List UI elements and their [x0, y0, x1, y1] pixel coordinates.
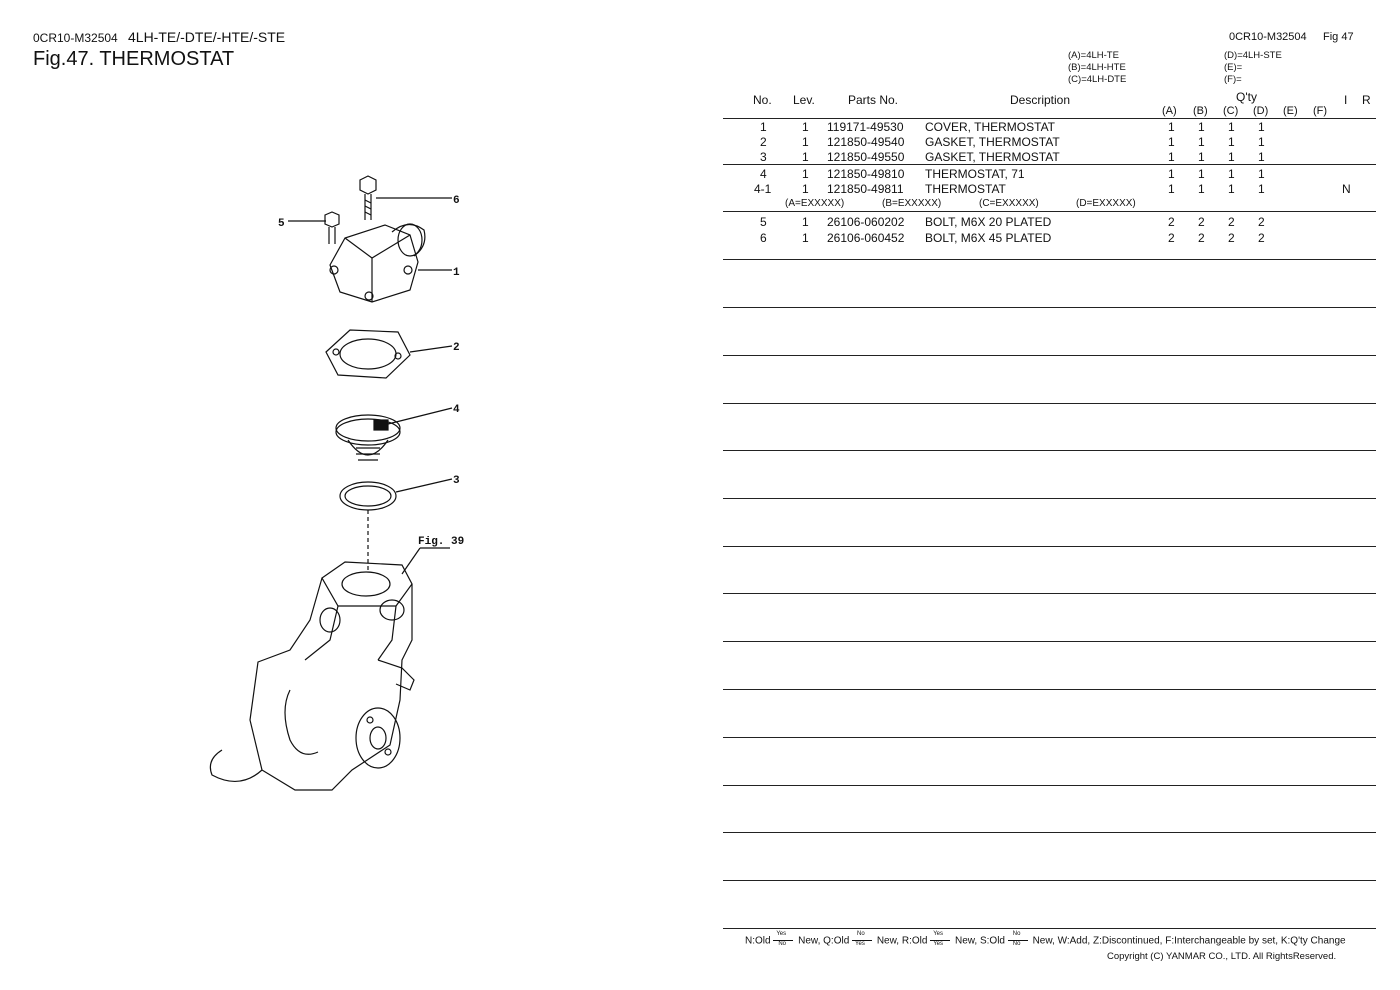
callout-fig39: Fig. 39 — [418, 536, 465, 548]
header-col-i: I — [1344, 93, 1348, 107]
ruled-line — [723, 785, 1376, 786]
header-col-c: (C) — [1223, 105, 1239, 117]
thermostat-4-drawing — [336, 415, 400, 460]
table-row: 1 1 119171-49530 COVER, THERMOSTAT 1 1 1 1 — [760, 120, 1265, 134]
header-col-d: (D) — [1253, 105, 1269, 117]
page-title: Fig.47. THERMOSTAT — [33, 48, 235, 70]
arrow-icon: No Yes — [852, 934, 874, 948]
ruled-line — [723, 832, 1376, 833]
callout-3: 3 — [453, 475, 460, 487]
table-row: 4 1 121850-49810 THERMOSTAT, 71 1 1 1 1 — [760, 167, 1265, 181]
callout-1: 1 — [453, 267, 460, 279]
legend-e: (E)= — [1224, 62, 1243, 73]
legend-d: (D)=4LH-STE — [1224, 50, 1282, 61]
right-fig-number: Fig 47 — [1323, 31, 1354, 43]
row-group-divider — [723, 211, 1376, 212]
ruled-line — [723, 689, 1376, 690]
header-col-r: R — [1362, 93, 1371, 107]
callout-6: 6 — [453, 195, 460, 207]
callout-2: 2 — [453, 342, 460, 354]
thermostat-cover-drawing — [330, 224, 425, 302]
callout-4: 4 — [453, 404, 460, 416]
ruled-line — [723, 928, 1376, 929]
header-col-b: (B) — [1193, 105, 1208, 117]
table-row: 5 1 26106-060202 BOLT, M6X 20 PLATED 2 2 2 2 — [760, 215, 1265, 229]
interchangeability-legend: N:Old Yes No New, Q:Old No Yes New, R:Old Yes Yes New, S:Old $\frac{No}{No}$ New, W:Add, Z:Discontinued, F:Interchangeable by set, K:Q'ty Change — [745, 931, 1346, 947]
ruled-line — [723, 259, 1376, 260]
row-group-divider — [723, 164, 1376, 165]
ruled-line — [723, 593, 1376, 594]
header-no: No. — [753, 93, 772, 107]
water-pump-housing-drawing — [210, 562, 414, 790]
ruled-line — [723, 355, 1376, 356]
left-doc-code: 0CR10-M32504 — [33, 31, 118, 45]
callout-leaders — [288, 198, 452, 574]
copyright: Copyright (C) YANMAR CO., LTD. All RightsReserved. — [1107, 951, 1337, 962]
left-model-list: 4LH-TE/-DTE/-HTE/-STE — [128, 29, 286, 45]
arrow-icon: Yes Yes — [930, 934, 952, 948]
header-col-e: (E) — [1283, 105, 1298, 117]
arrow-icon: Yes No — [773, 934, 795, 948]
ruled-line — [723, 737, 1376, 738]
oring-3-drawing — [340, 482, 396, 510]
header-qty: Q'ty — [1236, 90, 1257, 104]
bolt-5-drawing — [325, 212, 339, 244]
ruled-line — [723, 880, 1376, 881]
header-lev: Lev. — [793, 93, 815, 107]
right-doc-code: 0CR10-M32504 — [1229, 31, 1307, 43]
header-col-a: (A) — [1162, 105, 1177, 117]
table-row: 6 1 26106-060452 BOLT, M6X 45 PLATED 2 2 2 2 — [760, 231, 1265, 245]
table-row: 4-1 1 121850-49811 THERMOSTAT 1 1 1 1 N — [754, 182, 1351, 196]
header-col-f: (F) — [1313, 105, 1328, 117]
legend-b: (B)=4LH-HTE — [1068, 62, 1126, 73]
ruled-line — [723, 450, 1376, 451]
legend-c: (C)=4LH-DTE — [1068, 74, 1127, 85]
ruled-line — [723, 307, 1376, 308]
table-row: 2 1 121850-49540 GASKET, THERMOSTAT 1 1 1 1 — [760, 135, 1265, 149]
table-row: 3 1 121850-49550 GASKET, THERMOSTAT 1 1 1 1 — [760, 150, 1265, 164]
ruled-line — [723, 403, 1376, 404]
bolt-6-drawing — [360, 176, 376, 220]
callout-5: 5 — [278, 218, 285, 230]
arrow-icon: $\frac{No}{No}$ — [1008, 934, 1030, 948]
legend-f: (F)= — [1224, 74, 1242, 85]
gasket-2-drawing — [326, 330, 410, 378]
ruled-line — [723, 498, 1376, 499]
legend-a: (A)=4LH-TE — [1068, 50, 1119, 61]
ruled-line — [723, 641, 1376, 642]
header-parts-no: Parts No. — [848, 93, 899, 107]
header-description: Description — [1010, 93, 1071, 107]
ruled-line — [723, 546, 1376, 547]
table-header-divider — [723, 118, 1376, 119]
